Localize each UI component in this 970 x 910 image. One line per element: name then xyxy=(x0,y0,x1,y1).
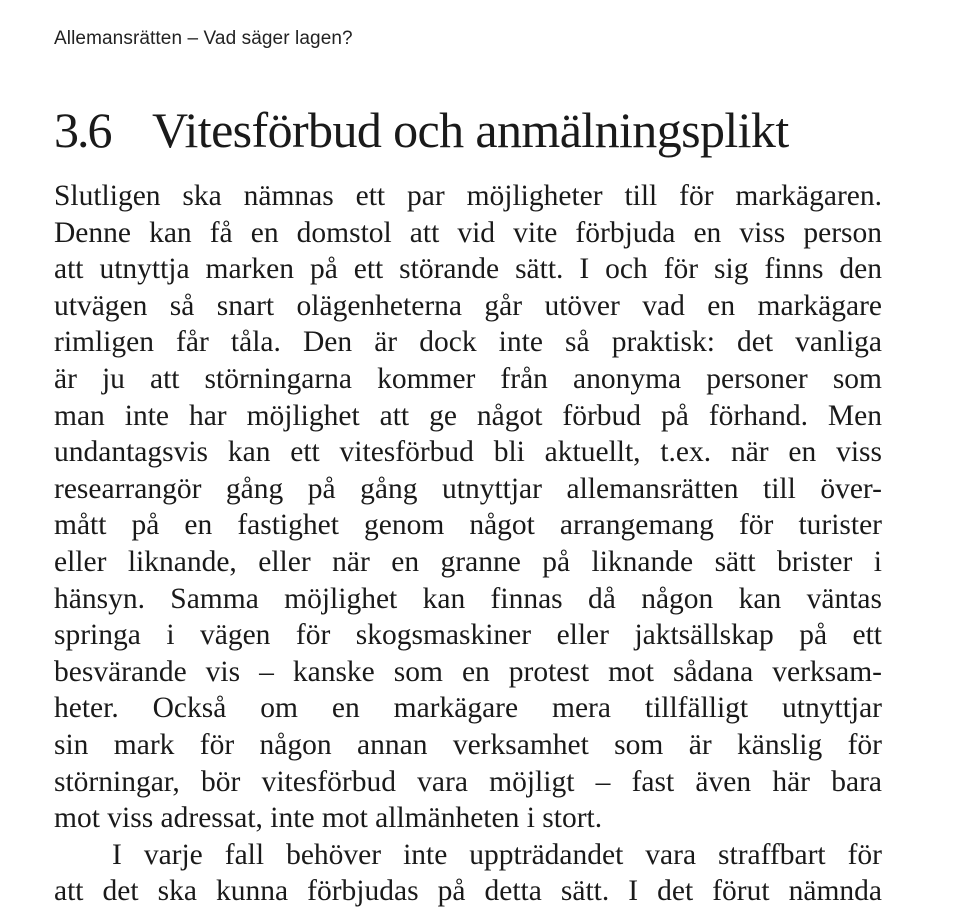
body-line: besvärande vis – kanske som en protest mot sådana verksam- xyxy=(54,655,882,688)
body-line: springa i vägen för skogsmaskiner eller jaktsällskap på ett xyxy=(54,619,882,652)
body-line: utvägen så snart olägenheterna går utöver vad en markägare xyxy=(54,289,882,322)
body-line: mått på en fastighet genom något arrangemang för turister xyxy=(54,509,882,542)
section-heading xyxy=(54,100,789,160)
section-number: 3.6 xyxy=(54,102,111,158)
body-line: Slutligen ska nämnas ett par möjligheter till för markägaren. xyxy=(54,180,882,212)
body-line-paragraph-start: I varje fall behöver inte uppträdandet vara straffbart för xyxy=(112,838,882,871)
body-line: rimligen får tåla. Den är dock inte så praktisk: det vanliga xyxy=(54,326,882,359)
section-title: Vitesförbud och anmälningsplikt xyxy=(152,102,789,158)
body-line: eller liknande, eller när en granne på liknande sätt brister i xyxy=(54,545,882,578)
running-head: Allemansrätten – Vad säger lagen? xyxy=(54,28,353,49)
body-line: heter. Också om en markägare mera tillfälligt utnyttjar xyxy=(54,692,882,725)
body-text xyxy=(54,178,882,910)
body-line: undantagsvis kan ett vitesförbud bli aktuellt, t.ex. när en viss xyxy=(54,436,882,469)
body-line: hänsyn. Samma möjlighet kan finnas då någon kan väntas xyxy=(54,582,882,615)
body-line-paragraph-end: mot viss adressat, inte mot allmänheten i stort. xyxy=(54,802,603,835)
body-line: att det ska kunna förbjudas på detta sätt. I det förut nämnda xyxy=(54,875,882,908)
body-line: att utnyttja marken på ett störande sätt. I och för sig finns den xyxy=(54,253,882,286)
body-line: Denne kan få en domstol att vid vite förbjuda en viss person xyxy=(54,216,882,249)
body-line: sin mark för någon annan verksamhet som är känslig för xyxy=(54,728,882,761)
body-line: researrangör gång på gång utnyttjar allemansrätten till över- xyxy=(54,472,882,505)
body-line: störningar, bör vitesförbud vara möjligt – fast även här bara xyxy=(54,765,882,798)
body-line: man inte har möjlighet att ge något förbud på förhand. Men xyxy=(54,399,882,432)
body-line: är ju att störningarna kommer från anonyma personer som xyxy=(54,362,882,395)
